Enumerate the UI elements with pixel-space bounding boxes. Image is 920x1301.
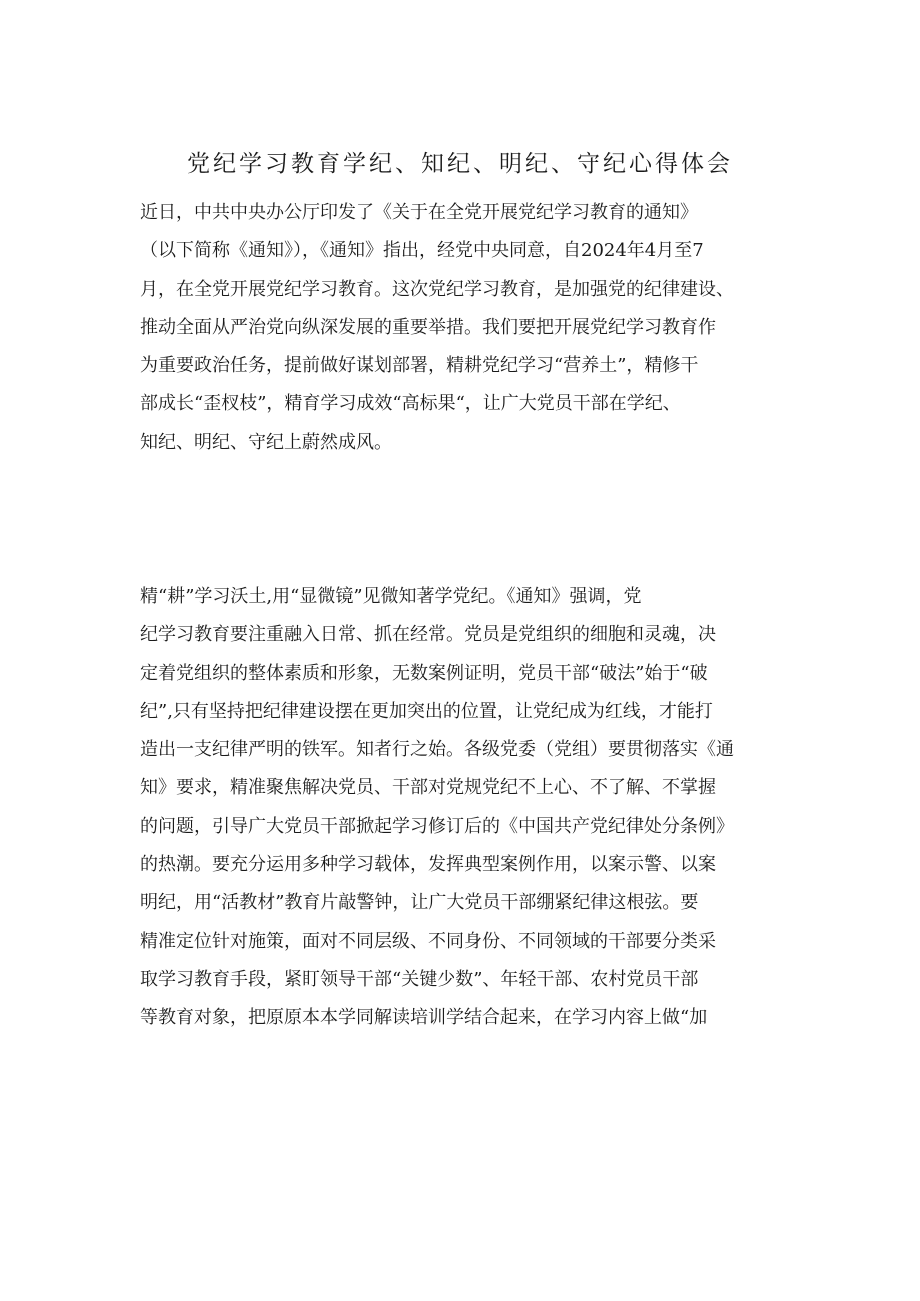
paragraph-body: 精“耕”学习沃土,用“显微镜”见微知著学党纪。《通知》强调，党 纪学习教育要注重融入日常、抓在经常。党员是党组织的细胞和灵魂，决 定着党组织的整体素质和形象，无数案例证明，党员干部“破法”始于“破 纪”,只有坚持把纪律建设摆在更加突出的位置，让党纪成为红线，才能打 造出一支纪律严明的铁军。知者行之始。各级党委（党组）要贯彻落实《通 知》要求，精准聚焦解决党员、干部对党规党纪不上心、不了解、不掌握 的问题，引导广大党员干部掀起学习修订后的《中国共产党纪律处分条例》 的热潮。要充分运用多种学习载体，发挥典型案例作用，以案示警、以案 明纪，用“活教材”教育片敲警钟，让广大党员干部绷紧纪律这根弦。要 精准定位针对施策，面对不同层级、不同身份、不同领域的干部要分类采 取学习教育手段，紧盯领导干部“关键少数”、年轻干部、农村党员干部 等教育对象，把原原本本学同解读培训学结合起来，在学习内容上做“加 xyxy=(140,586,734,1029)
paragraph-intro: 近日，中共中央办公厅印发了《关于在全党开展党纪学习教育的通知》 （以下简称《通知》），《通知》指出，经党中央同意，自2024年4月至7 月，在全党开展党纪学习教育。这次党纪学习教育，是加强党的纪律建设、 推动全面从严治党向纵深发展的重要举措。我们要把开展党纪学习教育作 为重要政治任务，提前做好谋划部署，精耕党纪学习“营养土”，精修干 部成长“歪杈枝”，精育学习成效“高标果“，让广大党员干部在学纪、 知纪、明纪、守纪上蔚然成风。 xyxy=(140,202,734,453)
document-title: 党纪学习教育学纪、知纪、明纪、守纪心得体会 xyxy=(187,151,733,177)
